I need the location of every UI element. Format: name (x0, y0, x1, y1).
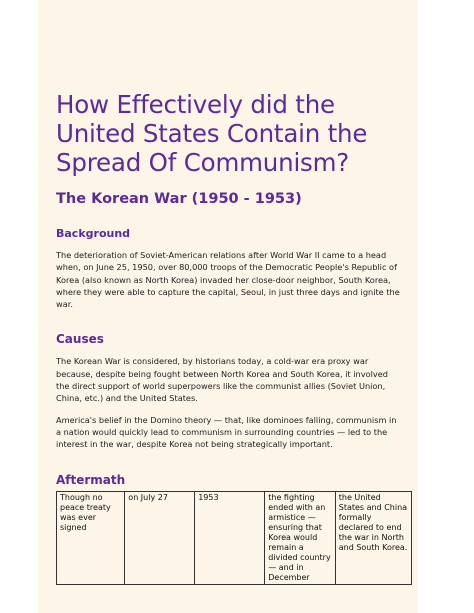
table-cell: on July 27 (125, 491, 195, 584)
section-subtitle: The Korean War (1950 - 1953) (56, 191, 302, 207)
table-cell: 1953 (195, 491, 265, 584)
causes-paragraph-2: America's belief in the Domino theory — that, like dominoes falling, communism in a nation would quickly lead to communism in surrounding countries — led to the interest in the war, despite Korea not being strategically important. (56, 414, 397, 450)
table-cell: the United States and China formally declared to end the war in North and South Korea. (335, 491, 411, 584)
page-title: How Effectively did the United States Contain the Spread Of Communism? (56, 90, 368, 177)
aftermath-heading: Aftermath (56, 472, 126, 487)
document-page (38, 0, 418, 613)
background-heading: Background (56, 227, 131, 240)
table-cell: Though no peace treaty was ever signed (57, 491, 125, 584)
background-paragraph: The deterioration of Soviet-American relations after World War II came to a head when, on June 25, 1950, over 80,000 troops of the Democratic People's Republic of Korea (also known as North Korea) invaded her close-door neighbor, South Korea, where they were able to capture the capital, Seoul, in just three days and ignite the war. (56, 250, 400, 310)
causes-paragraph-1: The Korean War is considered, by historians today, a cold-war era proxy war because, despite being fought between North Korea and South Korea, it involved the direct support of world superpowers like the communist allies (Soviet Union, China, etc.) and the United States. (56, 356, 388, 404)
table-cell: the fighting ended with an armistice — ensuring that Korea would remain a divided country — and in December (265, 491, 336, 584)
table-row (57, 491, 412, 584)
aftermath-table (56, 491, 412, 585)
causes-heading: Causes (56, 332, 104, 347)
